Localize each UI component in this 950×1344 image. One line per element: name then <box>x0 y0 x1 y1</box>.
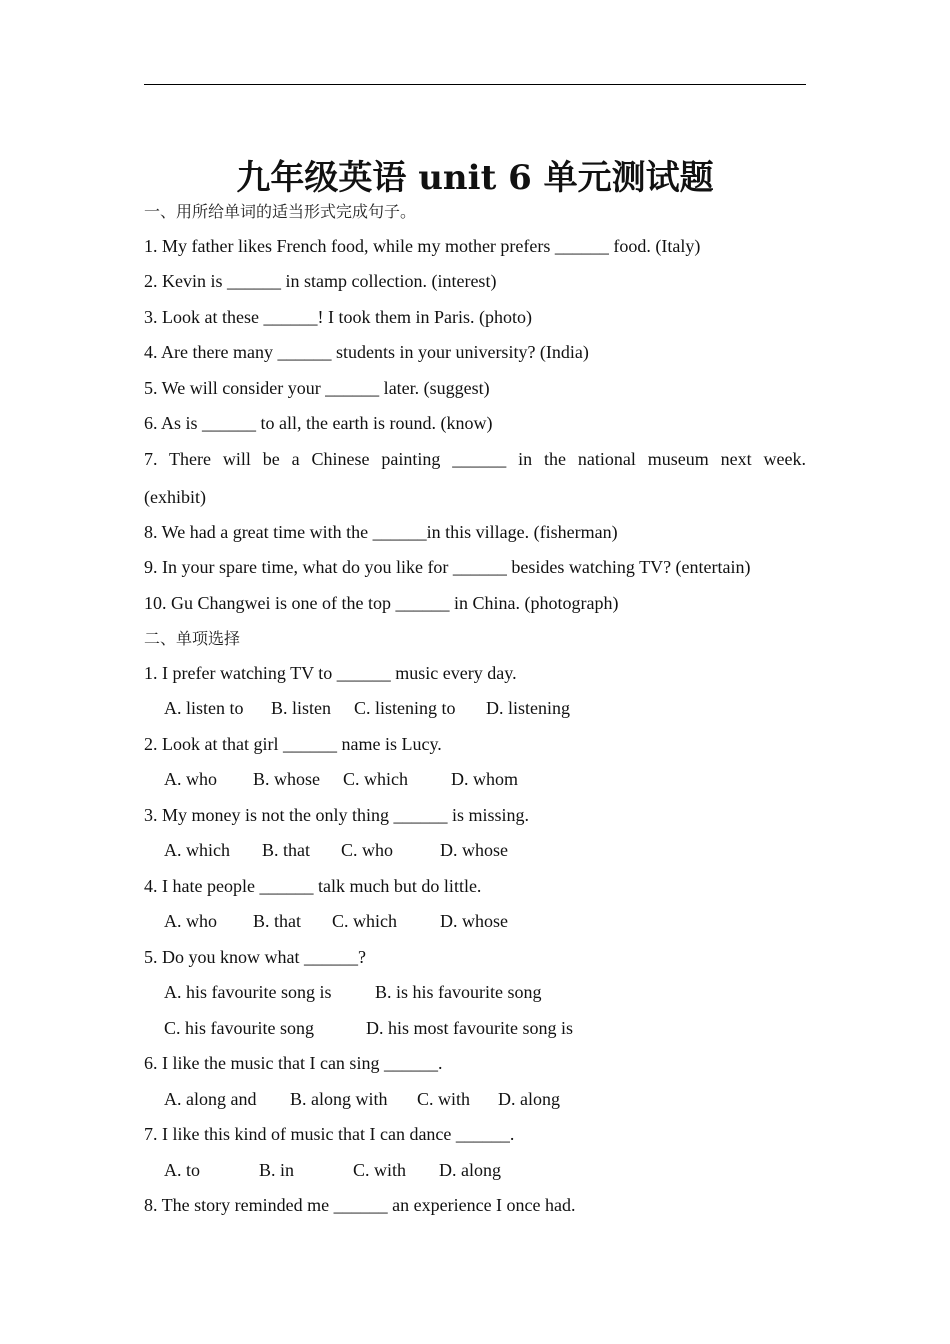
question-2-8: 8. The story reminded me ______ an experience I once had. <box>144 1195 576 1215</box>
option-c: C. listening to <box>354 698 456 718</box>
question-2-2: 2. Look at that girl ______ name is Lucy. <box>144 734 442 754</box>
option-a: A. who <box>164 911 217 931</box>
option-b: B. along with <box>290 1089 388 1109</box>
option-b: B. that <box>262 840 310 860</box>
option-d: D. his most favourite song is <box>366 1018 573 1038</box>
option-a: A. his favourite song is <box>164 982 332 1002</box>
question-1-4: 4. Are there many ______ students in your university? (India) <box>144 342 589 362</box>
question-1-6: 6. As is ______ to all, the earth is round. (know) <box>144 413 493 433</box>
option-b: B. listen <box>271 698 332 718</box>
question-1-3: 3. Look at these ______! I took them in Paris. (photo) <box>144 307 532 327</box>
option-d: D. whose <box>440 911 508 931</box>
option-a: A. along and <box>164 1089 257 1109</box>
question-1-5: 5. We will consider your ______ later. (suggest) <box>144 378 490 398</box>
question-1-7: 7. There will be a Chinese painting ______ in the national museum next week. <box>144 449 806 469</box>
question-1-8: 8. We had a great time with the ______in this village. (fisherman) <box>144 522 618 542</box>
option-d: D. along <box>439 1160 501 1180</box>
option-a: A. listen to <box>164 698 244 718</box>
option-c: C. which <box>332 911 397 931</box>
option-a: A. to <box>164 1160 200 1180</box>
option-b: B. whose <box>253 769 320 789</box>
question-2-6: 6. I like the music that I can sing ______. <box>144 1053 443 1073</box>
section-heading-fill-in: 一、用所给单词的适当形式完成句子。 <box>144 202 417 221</box>
section-heading-multiple-choice: 二、单项选择 <box>144 629 241 648</box>
question-2-3: 3. My money is not the only thing ______ is missing. <box>144 805 530 825</box>
option-b: B. is his favourite song <box>375 982 542 1002</box>
question-1-1: 1. My father likes French food, while my mother prefers ______ food. (Italy) <box>144 236 701 256</box>
question-1-9: 9. In your spare time, what do you like for ______ besides watching TV? (entertain) <box>144 557 751 577</box>
question-1-2: 2. Kevin is ______ in stamp collection. (interest) <box>144 271 497 291</box>
option-b: B. that <box>253 911 301 931</box>
option-a: A. which <box>164 840 230 860</box>
question-1-10: 10. Gu Changwei is one of the top ______ in China. (photograph) <box>144 593 619 613</box>
question-2-1: 1. I prefer watching TV to ______ music every day. <box>144 663 517 683</box>
header-rule <box>144 84 806 85</box>
question-2-5: 5. Do you know what ______? <box>144 947 366 967</box>
option-d: D. whose <box>440 840 508 860</box>
option-c: C. his favourite song <box>164 1018 314 1038</box>
page-title: 九年级英语 unit 6 单元测试题 <box>236 158 714 198</box>
question-2-4: 4. I hate people ______ talk much but do little. <box>144 876 482 896</box>
option-d: D. along <box>498 1089 560 1109</box>
option-b: B. in <box>259 1160 295 1180</box>
option-c: C. with <box>353 1160 407 1180</box>
option-a: A. who <box>164 769 217 789</box>
option-d: D. listening <box>486 698 570 718</box>
option-d: D. whom <box>451 769 518 789</box>
option-c: C. which <box>343 769 408 789</box>
question-1-7-hint: (exhibit) <box>144 487 206 507</box>
option-c: C. with <box>417 1089 471 1109</box>
question-2-7: 7. I like this kind of music that I can dance ______. <box>144 1124 515 1144</box>
option-c: C. who <box>341 840 394 860</box>
